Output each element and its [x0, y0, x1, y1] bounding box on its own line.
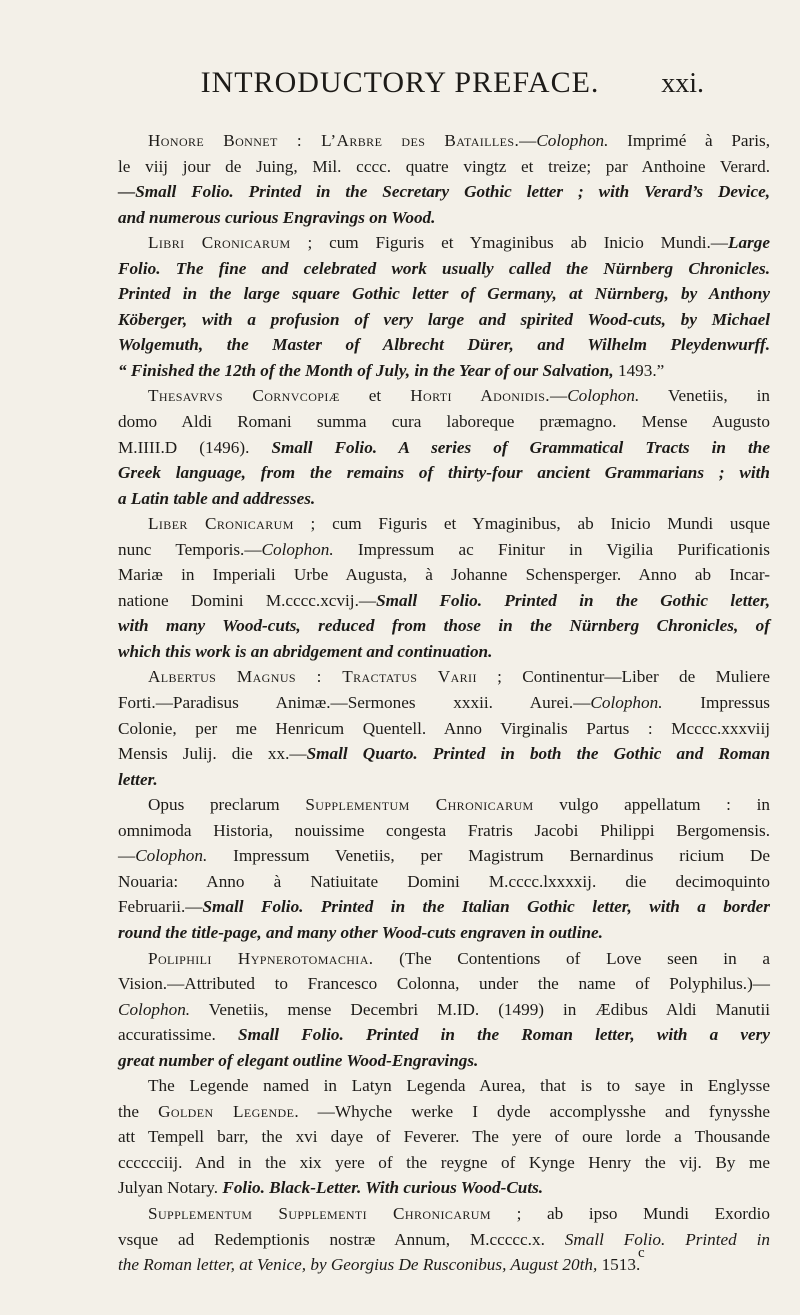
- text-run: natione Domini M.cccc.xcvij.—: [118, 590, 377, 610]
- text-run: Colophon.: [261, 539, 334, 559]
- text-line: [118, 154, 770, 180]
- text-run: Folio. Black-Letter. With curious Wood-Cuts.: [222, 1178, 544, 1198]
- text-run: Imprimé à Paris,: [608, 131, 771, 150]
- text-line: [118, 741, 770, 767]
- bibliography-entry-poliphili: [118, 946, 770, 1074]
- text-line: [118, 639, 770, 665]
- bibliography-entry-honore: [118, 128, 770, 230]
- text-line: [118, 894, 770, 920]
- text-run: a Latin table and addresses.: [118, 488, 316, 508]
- text-run: Supplementum Chronicarum: [305, 795, 534, 815]
- text-run: Wolgemuth, the Master of Albrecht Dürer, and Wilhelm Pleydenwurff.: [118, 335, 770, 355]
- text-run: Nouaria: Anno à Natiuitate Domini M.cccc.lxxxxij. die decimoquinto: [118, 871, 770, 891]
- text-run: Colophon.: [118, 999, 191, 1019]
- text-line: [118, 664, 770, 690]
- text-run: Small Folio. A series of Grammatical Tracts in the: [271, 437, 770, 457]
- text-line: [118, 1150, 770, 1176]
- text-run: and numerous curious Engravings on Wood.: [118, 207, 436, 227]
- text-run: —Small Folio. Printed in the Secretary Gothic letter ; with Verard’s Device,: [118, 182, 770, 202]
- text-run: the Roman letter, at Venice, by Georgius De Rusconibus, August 20th,: [118, 1255, 598, 1275]
- text-run: the: [118, 1101, 159, 1121]
- text-line: [118, 920, 770, 946]
- text-run: Impressum ac Finitur in Vigilia Purificationis: [333, 539, 770, 559]
- text-run: Mariæ in Imperiali Urbe Augusta, à Johanne Schensperger. Anno ab Incar-: [118, 565, 770, 585]
- text-run: Greek language, from the remains of thirty-four ancient Grammarians ; with: [118, 463, 770, 483]
- text-run: Mensis Julij. die xx.—: [118, 744, 307, 764]
- text-run: Colophon.: [590, 693, 663, 713]
- text-run: Poliphili Hypnerotomachia.: [148, 948, 374, 968]
- text-run: 1493.”: [613, 360, 665, 380]
- bibliography-entry-libri: [118, 230, 770, 383]
- text-run: 1513.: [597, 1255, 641, 1275]
- text-line: [118, 869, 770, 895]
- text-run: Colophon.: [536, 131, 609, 150]
- text-line: [118, 1099, 770, 1125]
- text-run: et: [339, 386, 411, 406]
- text-run: Colonie, per me Henricum Quentell. Anno Virginalis Partus : Mcccc.xxxviij: [118, 718, 770, 738]
- text-run: accuratissime.: [118, 1025, 239, 1045]
- text-run: Forti.—Paradisus Animæ.—Sermones xxxii. Aurei.—: [118, 693, 591, 713]
- text-line: [118, 307, 770, 333]
- text-run: (The Contentions of Love seen in a: [373, 948, 770, 968]
- text-run: Vision.—Attributed to Francesco Colonna, under the name of Polyphilus.)—: [118, 974, 770, 994]
- text-run: domo Aldi Romani summa cura laboreque præmagno. Mense Augusto: [118, 412, 770, 432]
- text-run: Large: [727, 233, 770, 253]
- text-run: ; ab ipso Mundi Exordio: [490, 1203, 770, 1223]
- text-line: [118, 1048, 770, 1074]
- bibliography-entry-legende: [118, 1073, 770, 1201]
- text-line: [118, 358, 770, 384]
- text-run: Small Folio. Printed in the Italian Gothic letter, with a border: [202, 897, 770, 917]
- text-line: [118, 792, 770, 818]
- text-line: [118, 1252, 770, 1278]
- text-run: le viij jour de Juing, Mil. cccc. quatre vingtz et treize; par Anthoine Verard.: [118, 156, 770, 176]
- text-run: Albertus Magnus : Tractatus Varii: [148, 667, 477, 687]
- text-line: [118, 1022, 770, 1048]
- text-run: Opus preclarum: [148, 795, 306, 815]
- text-run: vsque ad Redemptionis nostræ Annum, M.ccccc.x.: [118, 1229, 565, 1249]
- text-run: Golden Legende: [158, 1101, 295, 1121]
- text-run: Februarii.—: [118, 897, 203, 917]
- text-run: ; cum Figuris et Ymaginibus ab Inicio Mundi.—: [290, 233, 728, 253]
- page-title: INTRODUCTORY PREFACE.: [200, 66, 600, 99]
- text-run: Venetiis, mense Decembri M.ID. (1499) in Ædibus Aldi Manutii: [190, 999, 770, 1019]
- text-run: Colophon.: [135, 846, 208, 866]
- text-line: [118, 690, 770, 716]
- text-run: ; cum Figuris et Ymaginibus, ab Inicio Mundi usque: [293, 514, 770, 534]
- text-line: [118, 1201, 770, 1227]
- text-line: [118, 818, 770, 844]
- text-run: M.IIII.D (1496).: [118, 437, 272, 457]
- text-line: [118, 230, 770, 256]
- text-line: [118, 946, 770, 972]
- text-run: ; Continentur—Liber de Muliere: [476, 667, 770, 687]
- text-run: Horti Adonidis.: [410, 386, 550, 406]
- text-line: [118, 843, 770, 869]
- text-run: round the title-page, and many other Wood-cuts engraven in outline.: [118, 922, 603, 942]
- text-line: [118, 971, 770, 997]
- text-line: [118, 281, 770, 307]
- text-run: Small Folio. Printed in: [564, 1229, 770, 1249]
- text-run: Small Quarto. Printed in both the Gothic and Roman: [306, 744, 770, 764]
- text-run: The Legende named in Latyn Legenda Aurea, that is to saye in Englysse: [148, 1076, 770, 1096]
- text-run: letter.: [118, 769, 158, 789]
- text-line: [118, 1175, 770, 1201]
- text-line: [118, 1073, 770, 1099]
- text-line: [118, 460, 770, 486]
- text-line: [118, 256, 770, 282]
- text-line: [118, 383, 770, 409]
- text-run: Impressum Venetiis, per Magistrum Bernardinus ricium De: [207, 846, 770, 866]
- text-run: Liber Cronicarum: [148, 514, 294, 534]
- bibliography-entry-opus: [118, 792, 770, 945]
- text-run: Supplementum Supplementi Chronicarum: [148, 1203, 491, 1223]
- text-run: omnimoda Historia, nouissime congesta Fratris Jacobi Philippi Bergomensis.: [118, 820, 770, 840]
- page-number: xxi.: [661, 68, 704, 99]
- text-run: Printed in the large square Gothic letter of Germany, at Nürnberg, by Anthony: [118, 284, 770, 304]
- text-line: [118, 435, 770, 461]
- text-line: [118, 409, 770, 435]
- text-run: which this work is an abridgement and continuation.: [118, 641, 493, 661]
- text-run: cccccciij. And in the xix yere of the reygne of Kynge Henry the vij. By me: [118, 1152, 770, 1172]
- text-line: [118, 486, 770, 512]
- signature-mark: c: [638, 1245, 645, 1261]
- text-line: [118, 716, 770, 742]
- text-run: att Tempell barr, the xvi daye of Feverer. The yere of oure lorde a Thousande: [118, 1127, 770, 1147]
- text-run: —: [519, 131, 537, 150]
- text-run: “ Finished the 12th of the Month of July, in the Year of our Salvation,: [118, 360, 614, 380]
- text-run: Colophon.: [567, 386, 640, 406]
- text-run: —: [118, 846, 136, 866]
- text-line: [118, 1227, 770, 1253]
- text-run: nunc Temporis.—: [118, 539, 262, 559]
- text-run: Thesavrvs Cornvcopiæ: [148, 386, 340, 406]
- text-run: Impressus: [662, 693, 770, 713]
- text-run: Köberger, with a profusion of very large and spirited Wood-cuts, by Michael: [118, 309, 770, 329]
- text-run: Honore Bonnet : L’Arbre des Batailles.: [148, 131, 520, 150]
- text-run: Small Folio. Printed in the Gothic letter,: [376, 590, 770, 610]
- preface-body: [118, 128, 770, 1278]
- bibliography-entry-albertus: [118, 664, 770, 792]
- text-run: vulgo appellatum : in: [533, 795, 770, 815]
- text-line: [118, 613, 770, 639]
- running-header: [0, 66, 800, 106]
- text-line: [118, 179, 770, 205]
- text-line: [118, 128, 770, 154]
- text-line: [118, 332, 770, 358]
- text-line: [118, 997, 770, 1023]
- text-run: Small Folio. Printed in the Roman letter, with a very: [238, 1025, 770, 1045]
- text-run: Folio. The fine and celebrated work usually called the Nürnberg Chronicles.: [118, 258, 770, 278]
- text-line: [118, 767, 770, 793]
- text-line: [118, 562, 770, 588]
- text-run: Julyan Notary.: [118, 1178, 223, 1198]
- text-line: [118, 588, 770, 614]
- bibliography-entry-liber: [118, 511, 770, 664]
- text-line: [118, 537, 770, 563]
- text-run: Venetiis, in: [639, 386, 771, 406]
- text-line: [118, 511, 770, 537]
- text-run: Libri Cronicarum: [148, 233, 291, 253]
- bibliography-entry-thesavrvs: [118, 383, 770, 511]
- text-line: [118, 205, 770, 231]
- bibliography-entry-supplementum: [118, 1201, 770, 1278]
- text-run: with many Wood-cuts, reduced from those in the Nürnberg Chronicles, of: [118, 616, 770, 636]
- text-run: —: [550, 386, 568, 406]
- text-run: . —Whyche werke I dyde accomplysshe and fynysshe: [294, 1101, 770, 1121]
- text-line: [118, 1124, 770, 1150]
- text-run: great number of elegant outline Wood-Engravings.: [118, 1050, 479, 1070]
